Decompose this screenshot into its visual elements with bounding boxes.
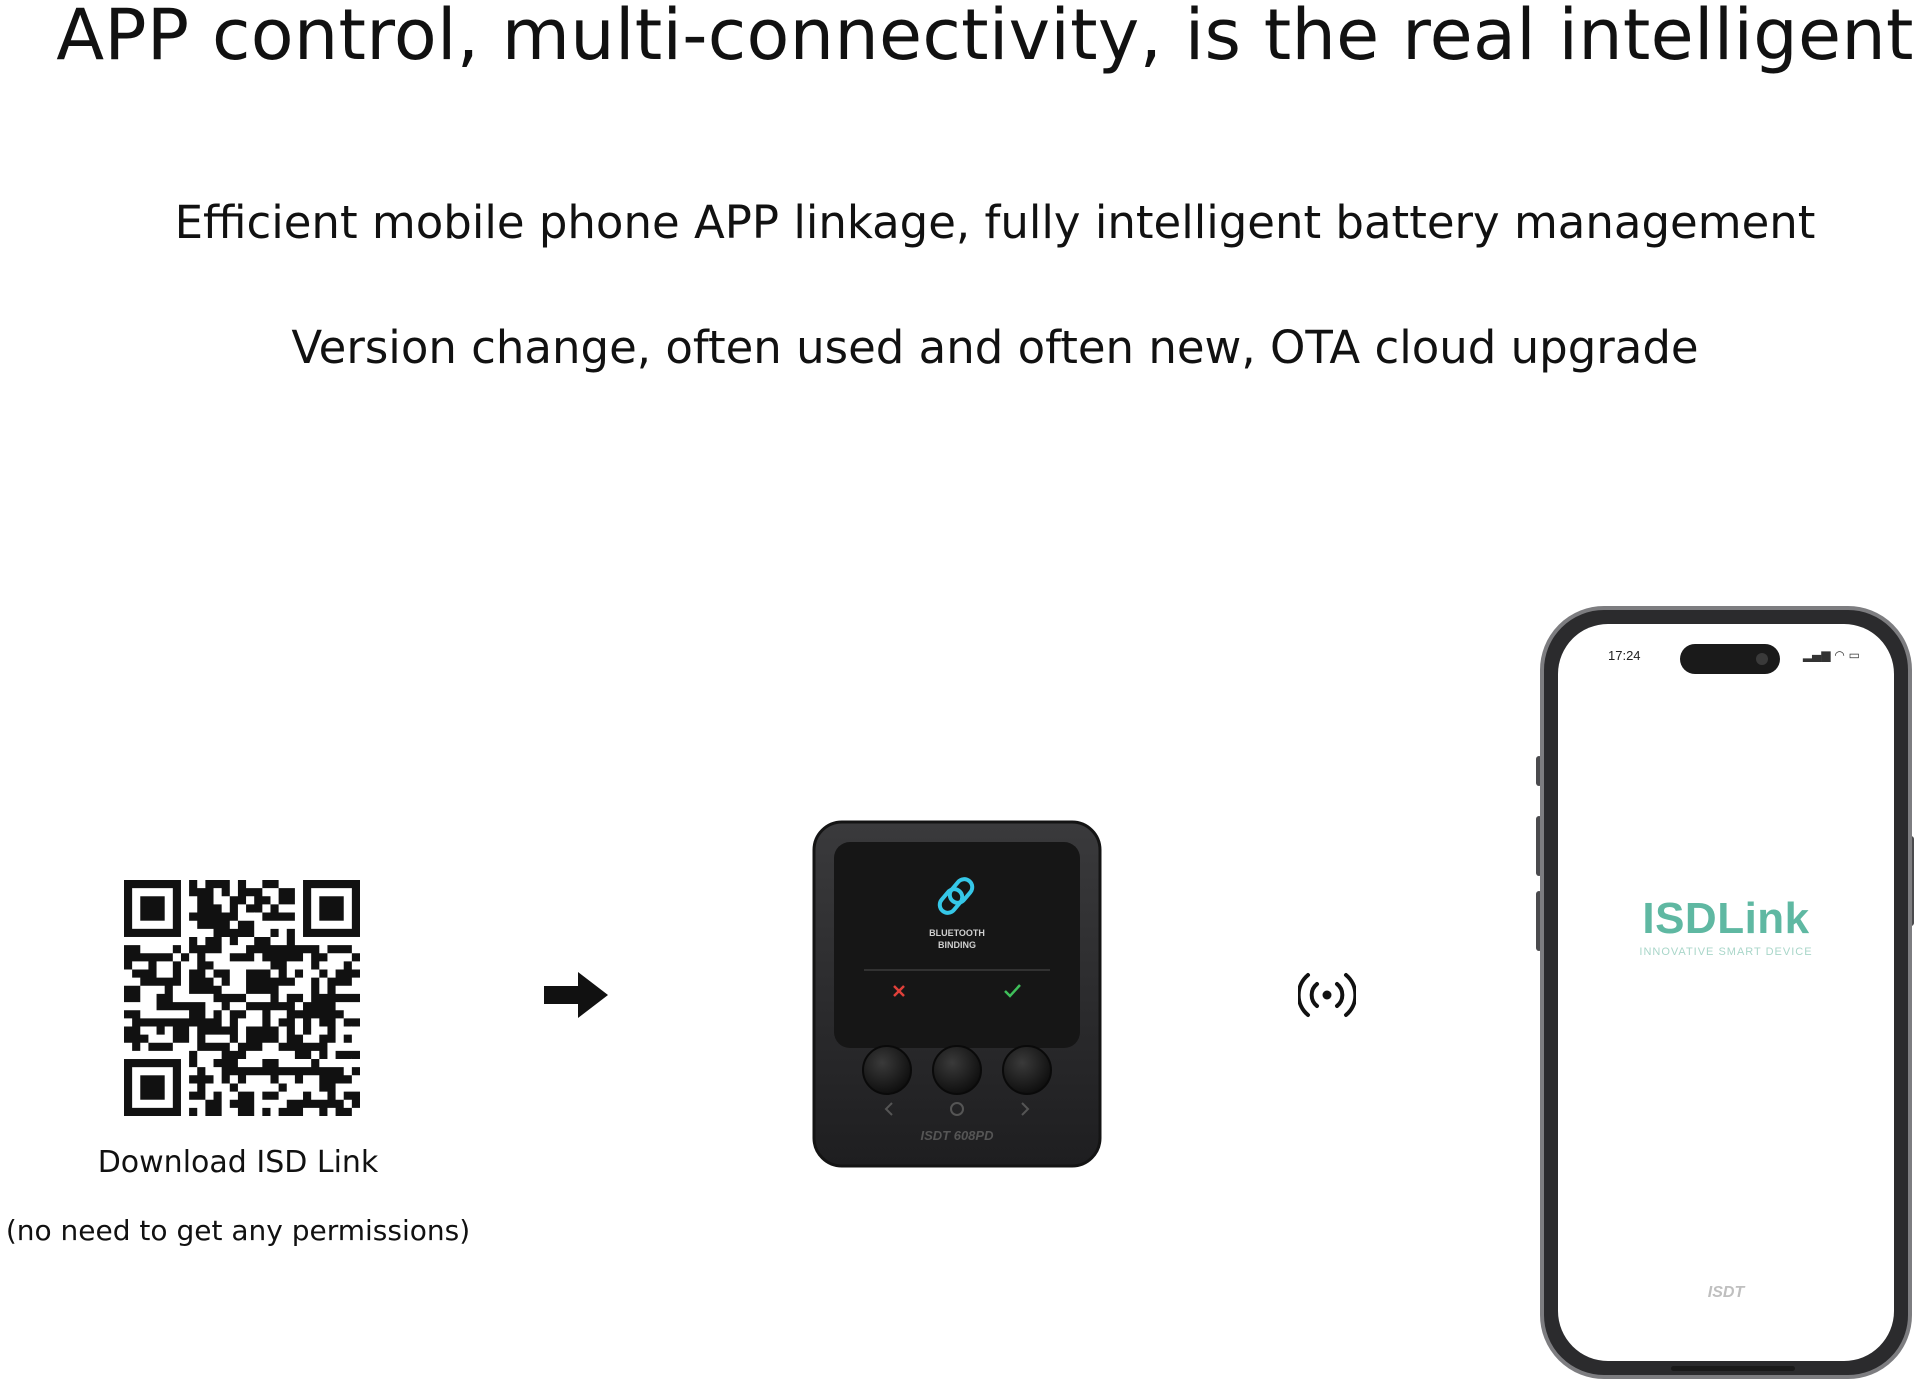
dynamic-island (1680, 644, 1780, 674)
cellular-signal-icon: ▂▄▆ (1802, 648, 1831, 662)
app-logo: ISDLink (1642, 894, 1810, 943)
wifi-icon: ◠ (1834, 648, 1845, 662)
device-screen-text-2: BINDING (938, 940, 976, 950)
qr-caption: Download ISD Link (97, 1145, 379, 1180)
qr-code[interactable] (124, 880, 360, 1116)
qr-permissions-note: (no need to get any permissions) (5, 1214, 471, 1247)
smartphone (1536, 606, 1920, 1379)
subline-ota-upgrade: Version change, often used and often new, OTA cloud upgrade (291, 321, 1699, 374)
battery-icon: ▭ (1848, 648, 1860, 662)
arrow-right-icon (544, 972, 608, 1018)
status-icons (1803, 648, 1860, 662)
headline: APP control, multi-connectivity, is the real intelligent (56, 0, 1914, 76)
phone-screen[interactable] (1558, 624, 1894, 1361)
qr-code-image (124, 880, 360, 1116)
charger-device (812, 820, 1102, 1168)
device-model-label: ISDT 608PD (920, 1128, 994, 1143)
status-time: 17:24 (1608, 648, 1641, 663)
subline-app-linkage: Efficient mobile phone APP linkage, fully intelligent battery management (174, 196, 1816, 249)
home-indicator[interactable] (1671, 1366, 1795, 1371)
device-screen-text-1: BLUETOOTH (929, 928, 985, 938)
wireless-signal-icon (1298, 970, 1356, 1020)
phone-frame (1540, 606, 1912, 1379)
maker-logo: ISDT (1707, 1284, 1745, 1301)
app-tagline: INNOVATIVE SMART DEVICE (1639, 946, 1813, 958)
